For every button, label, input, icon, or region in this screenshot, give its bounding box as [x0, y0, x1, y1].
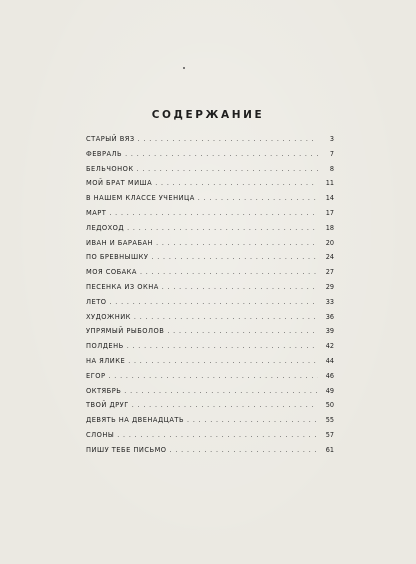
toc-entry: [86, 415, 334, 430]
toc-entry: [86, 223, 334, 238]
toc-entry: [86, 134, 334, 149]
toc-entry-page-number: 14: [325, 193, 334, 203]
toc-entry: [86, 386, 334, 401]
toc-entry-title: НА ЯЛИКЕ: [86, 355, 126, 365]
toc-entry-page-number: 7: [329, 148, 334, 158]
dot-leader: [127, 342, 318, 350]
toc-entry-page-number: 42: [325, 341, 334, 351]
toc-entry-title: ПИШУ ТЕБЕ ПИСЬМО: [86, 444, 167, 454]
toc-entry-title: МОЯ СОБАКА: [86, 267, 137, 277]
toc-entry-title: УПРЯМЫЙ РЫБОЛОВ: [86, 326, 165, 336]
toc-entry: [86, 430, 334, 445]
toc-entry-title: ДЕВЯТЬ НА ДВЕНАДЦАТЬ: [86, 415, 185, 425]
dot-leader: [134, 313, 318, 321]
dot-leader: [187, 416, 318, 424]
toc-entry-title: МАРТ: [86, 207, 107, 217]
toc-entry-page-number: 8: [329, 163, 334, 173]
toc-entry-title: СТАРЫЙ ВЯЗ: [86, 134, 135, 143]
toc-entry-title: ПОЛДЕНЬ: [86, 341, 124, 351]
toc-entry-title: МОЙ БРАТ МИША: [86, 178, 153, 188]
toc-entry-page-number: 57: [325, 429, 334, 439]
toc-entry: [86, 400, 334, 415]
toc-entry-page-number: 44: [325, 355, 334, 365]
dot-leader: [117, 431, 318, 439]
toc-entry: [86, 312, 334, 327]
toc-entry-title: ЕГОР: [86, 370, 106, 380]
dot-leader: [132, 401, 318, 409]
toc-entry-page-number: 17: [325, 207, 334, 217]
toc-entry: [86, 238, 334, 253]
dot-leader: [156, 239, 318, 247]
dot-leader: [162, 283, 318, 291]
toc-entry-title: ТВОЙ ДРУГ: [86, 400, 129, 410]
toc-entry-title: БЕЛЬЧОНОК: [86, 163, 134, 173]
toc-entry-page-number: 24: [325, 252, 334, 262]
toc-entry-page-number: 33: [325, 296, 334, 306]
toc-entry: [86, 341, 334, 356]
dot-leader: [124, 387, 318, 395]
dot-leader: [137, 165, 318, 173]
toc-entry-page-number: 29: [325, 281, 334, 291]
table-of-contents: [86, 134, 334, 460]
dot-leader: [167, 327, 318, 335]
dot-leader: [138, 135, 318, 143]
toc-entry-title: ПЕСЕНКА ИЗ ОКНА: [86, 281, 159, 291]
toc-entry-page-number: 18: [325, 222, 334, 232]
dot-leader: [128, 357, 318, 365]
toc-entry: [86, 252, 334, 267]
toc-entry: [86, 193, 334, 208]
toc-entry-title: ИВАН И БАРАБАН: [86, 237, 154, 247]
toc-entry: [86, 178, 334, 193]
dot-leader: [127, 224, 318, 232]
toc-entry-page-number: 55: [325, 415, 334, 425]
toc-entry-page-number: 46: [325, 370, 334, 380]
print-speck: [183, 67, 185, 69]
dot-leader: [110, 298, 319, 306]
toc-entry-title: ЛЕТО: [86, 296, 107, 306]
toc-entry-page-number: 39: [325, 326, 334, 336]
toc-entry: [86, 149, 334, 164]
toc-entry-page-number: 11: [325, 178, 334, 188]
toc-entry: [86, 208, 334, 223]
toc-entry: [86, 267, 334, 282]
toc-entry-title: ЛЕДОХОД: [86, 222, 125, 232]
toc-entry-page-number: 36: [325, 311, 334, 321]
toc-entry: [86, 164, 334, 179]
toc-entry: [86, 282, 334, 297]
toc-entry: [86, 371, 334, 386]
toc-entry-page-number: 20: [325, 237, 334, 247]
toc-entry-page-number: 3: [329, 134, 334, 143]
dot-leader: [125, 150, 318, 158]
dot-leader: [109, 209, 318, 217]
toc-entry-page-number: 50: [325, 400, 334, 410]
toc-entry-title: ОКТЯБРЬ: [86, 385, 122, 395]
toc-entry: [86, 326, 334, 341]
toc-entry-title: СЛОНЫ: [86, 429, 115, 439]
toc-entry-title: ХУДОЖНИК: [86, 311, 131, 321]
dot-leader: [155, 179, 318, 187]
toc-entry-page-number: 49: [325, 385, 334, 395]
toc-entry: [86, 356, 334, 371]
dot-leader: [109, 372, 319, 380]
toc-entry-page-number: 61: [325, 444, 334, 454]
dot-leader: [198, 194, 318, 202]
toc-entry-title: ФЕВРАЛЬ: [86, 148, 123, 158]
toc-entry-title: В НАШЕМ КЛАССЕ УЧЕНИЦА: [86, 193, 195, 203]
dot-leader: [151, 253, 318, 261]
toc-entry-page-number: 27: [325, 267, 334, 277]
dot-leader: [140, 268, 318, 276]
toc-entry: [86, 297, 334, 312]
dot-leader: [170, 446, 318, 454]
contents-heading: СОДЕРЖАНИЕ: [151, 109, 265, 121]
toc-entry: [86, 445, 334, 460]
toc-entry-title: ПО БРЕВНЫШКУ: [86, 252, 149, 262]
